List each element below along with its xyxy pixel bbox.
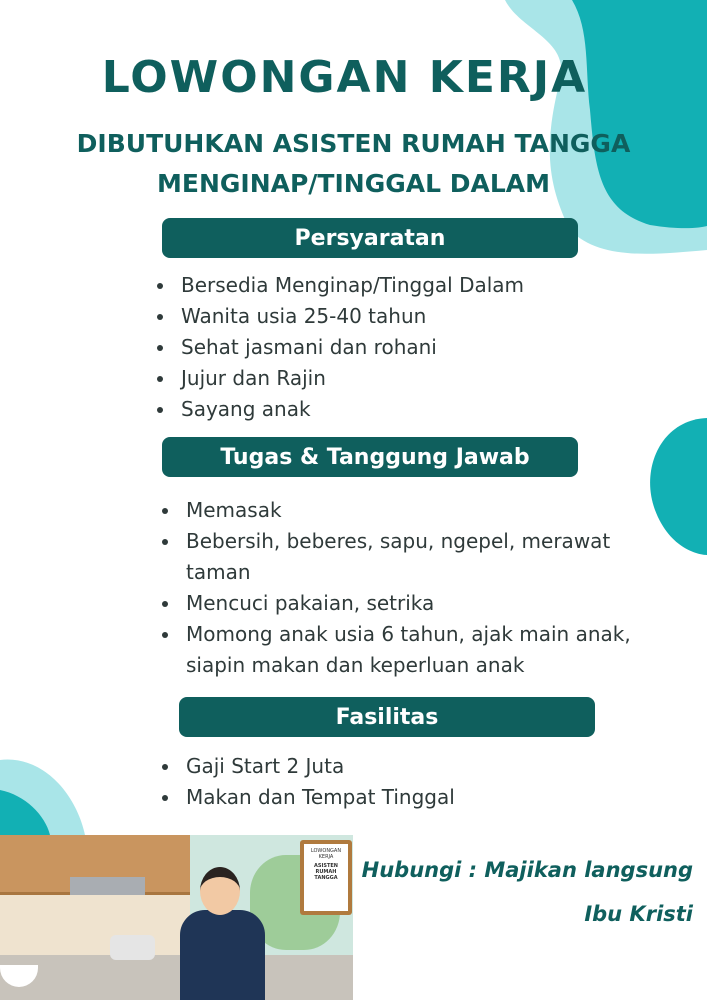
list-item: Bersedia Menginap/Tinggal Dalam [155, 270, 675, 301]
fasilitas-list [160, 751, 660, 813]
contact-name: Ibu Kristi [584, 902, 693, 926]
contact-line: Hubungi : Majikan langsung [361, 858, 693, 882]
section-heading-tugas: Tugas & Tanggung Jawab [162, 437, 578, 477]
tugas-list [160, 495, 670, 681]
subtitle-line-2: MENGINAP/TINGGAL DALAM [157, 169, 550, 198]
list-item: Momong anak usia 6 tahun, ajak main anak, siapin makan dan keperluan anak [160, 619, 670, 681]
persyaratan-list [155, 270, 675, 425]
list-item: Gaji Start 2 Juta [160, 751, 660, 782]
page-subtitle [40, 124, 667, 204]
page-title: LOWONGAN KERJA [101, 52, 588, 103]
list-item: Jujur dan Rajin [155, 363, 675, 394]
clipboard-sign [304, 844, 348, 911]
subtitle-line-1: DIBUTUHKAN ASISTEN RUMAH TANGGA [76, 129, 631, 158]
list-item: Sayang anak [155, 394, 675, 425]
section-heading-fasilitas: Fasilitas [179, 697, 595, 737]
list-item: Wanita usia 25-40 tahun [155, 301, 675, 332]
housekeeper-kitchen-illustration [0, 835, 353, 1000]
list-item: Bebersih, beberes, sapu, ngepel, merawat taman [160, 526, 670, 588]
list-item: Memasak [160, 495, 670, 526]
list-item: Sehat jasmani dan rohani [155, 332, 675, 363]
section-heading-persyaratan: Persyaratan [162, 218, 578, 258]
list-item: Mencuci pakaian, setrika [160, 588, 670, 619]
list-item: Makan dan Tempat Tinggal [160, 782, 660, 813]
clipboard-line: ASISTEN RUMAH TANGGA [314, 863, 338, 881]
clipboard-line: LOWONGAN KERJA [310, 848, 342, 860]
